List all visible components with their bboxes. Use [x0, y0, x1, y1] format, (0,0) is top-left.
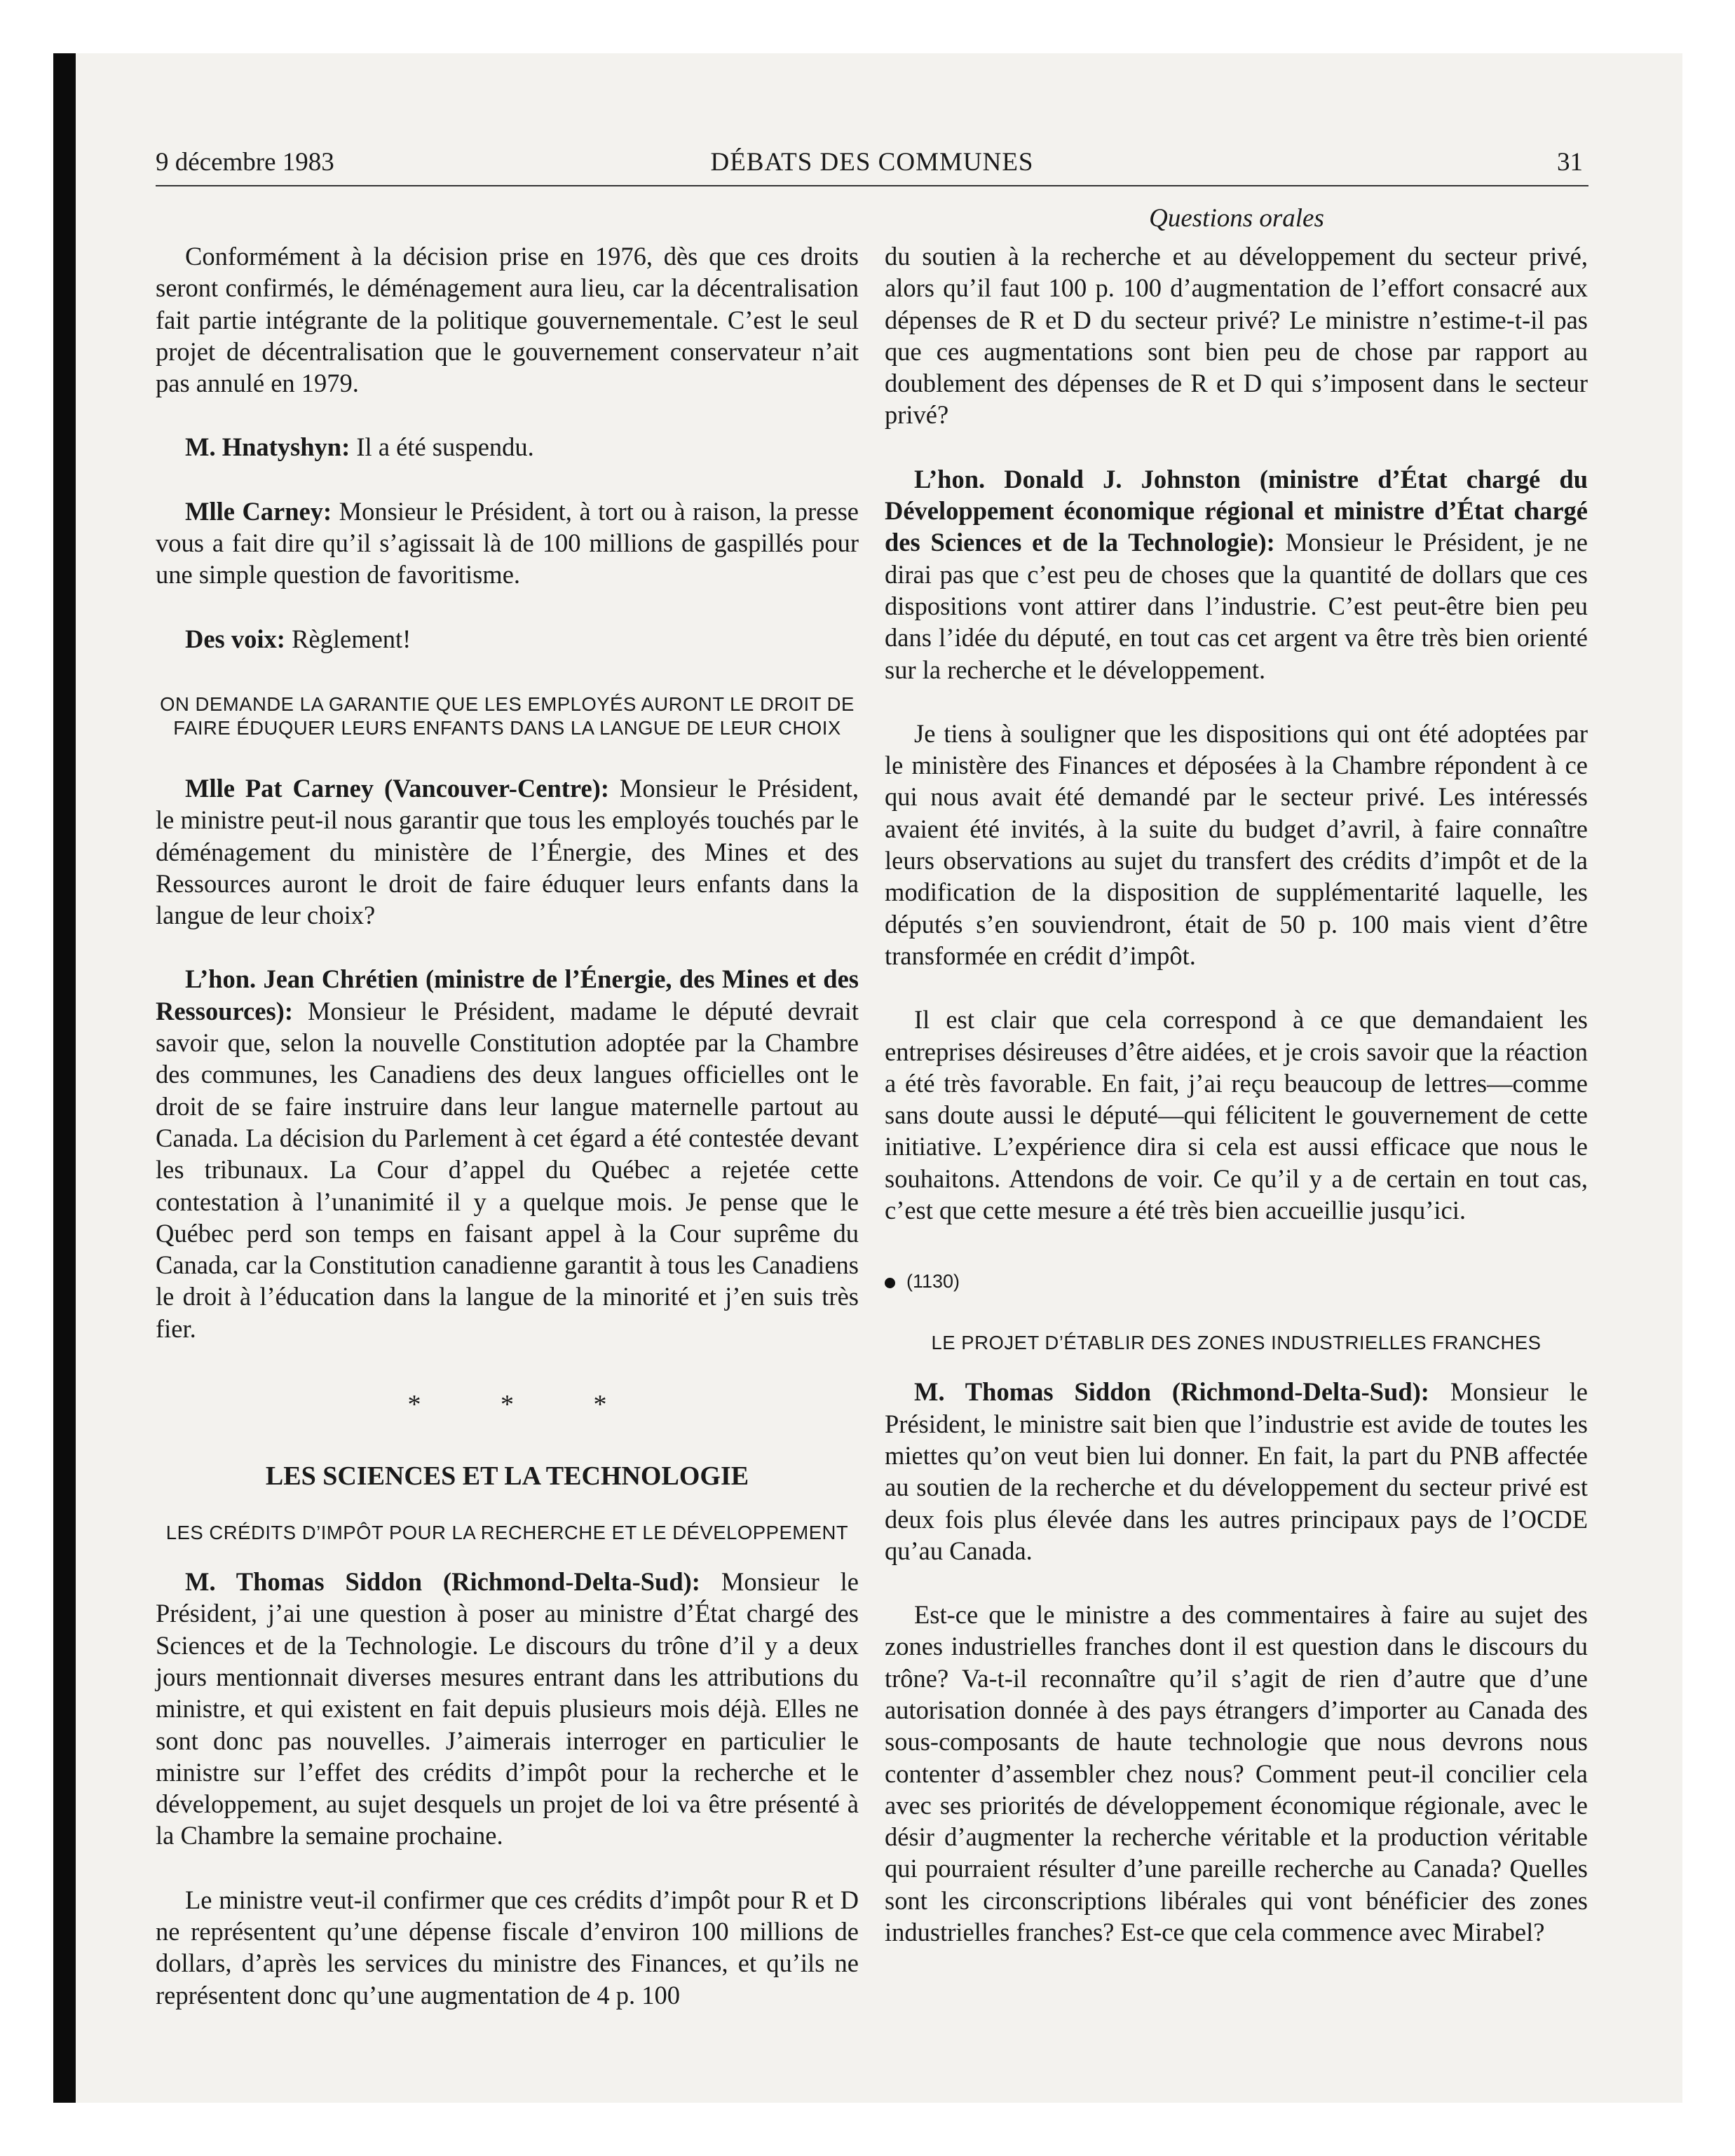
section-separator: * * *	[407, 1390, 644, 1420]
speech-paragraph	[156, 623, 859, 655]
speaker-name: Des voix:	[185, 624, 285, 653]
paragraph: du soutien à la recherche et au développement du secteur privé, alors qu’il faut 100 p. 100 d’augmentation de l’effort consacré aux dépenses de R et D du secteur privé? Le ministre n’estime-t-il pas que ces augmentations sont bien peu de chose par rapport au doublement des dépenses de R et D qui s’imposent dans le secteur privé?	[885, 242, 1588, 430]
subject-heading: LES CRÉDITS D’IMPÔT POUR LA RECHERCHE ET LE DÉVELOPPEMENT	[165, 1522, 849, 1544]
speech-paragraph	[156, 772, 859, 931]
speaker-name: M. Hnatyshyn:	[185, 432, 351, 462]
speaker-name: M. Thomas Siddon (Richmond-Delta-Sud):	[914, 1377, 1429, 1407]
major-heading: LES SCIENCES ET LA TECHNOLOGIE	[265, 1461, 749, 1492]
speech-paragraph	[156, 963, 859, 1344]
paragraph: Il est clair que cela correspond à ce que demandaient les entreprises désireuses d’être aidées, et je crois savoir que la réaction a été très favorable. En fait, j’ai reçu beaucoup de lettres—comme sans doute aussi le député—qui félicitent le gouvernement de cette initiative. L’expérience dira si cela est aussi efficace que nous le souhaitons. Attendons de voir. Ce qu’il y a de certain en tout cas, c’est que cette mesure a été très bien accueillie jusqu’ici.	[885, 1005, 1588, 1225]
speech-text: Règlement!	[285, 624, 411, 653]
speaker-name: L’hon. Donald J. Johnston (ministre d’État chargé du Développement économique régional et ministre d’État chargé des Sciences et de la Technologie):	[885, 464, 1588, 557]
section-label: Questions orales	[1149, 204, 1324, 233]
speech-paragraph	[885, 463, 1588, 685]
right-column	[885, 240, 1588, 1948]
scan-binding-edge	[53, 53, 76, 2103]
header-title: DÉBATS DES COMMUNES	[710, 148, 1034, 177]
speech-text: Monsieur le Président, madame le député devrait savoir que, selon la nouvelle Constitution adoptée par la Chambre des communes, les Canadiens des deux langues officielles ont le droit de se faire instruire dans leur langue maternelle partout au Canada. La décision du Parlement à cet égard a été contestée devant les tribunaux. La Cour d’appel du Québec a rejetée cette contestation à l’unanimité il y a quelque mois. Je pense que le Québec perd son temps en faisant appel à la Cour suprême du Canada, car la Constitution canadienne garantit à tous les Canadiens le droit à l’éducation dans la langue de la minorité et j’en suis très fier.	[156, 996, 859, 1343]
page-number: 31	[1557, 148, 1583, 177]
speaker-name: L’hon. Jean Chrétien (ministre de l’Énergie, des Mines et des Ressources):	[156, 964, 859, 1025]
speech-text: Monsieur le Président, le ministre peut-il nous garantir que tous les employés touchés par le déménagement du ministère de l’Énergie, des Mines et des Ressources auront le droit de faire éduquer leurs enfants dans la langue de leur choix?	[156, 773, 859, 930]
timestamp	[885, 1269, 1588, 1293]
paragraph: Est-ce que le ministre a des commentaires à faire au sujet des zones industrielles franches dont il est question dans le discours du trône? Va-t-il reconnaître qu’il s’agit de rien d’autre que d’une autorisation donnée à des pays étrangers d’importer au Canada des sous-composants de haute technologie que nous devrons nous contenter d’assembler chez nous? Comment peut-il concilier cela avec ses priorités de développement économique régionale, avec le désir d’augmenter la recherche véritable et la production véritable qui pourraient résulter d’une pareille recherche au Canada? Quelles sont les circonscriptions libérales qui vont bénéficier des zones industrielles franches? Est-ce que cela commence avec Mirabel?	[885, 1600, 1588, 1947]
speech-text: Monsieur le Président, j’ai une question à poser au ministre d’État chargé des Sciences et de la Technologie. Le discours du trône d’il y a deux jours mentionnait diverses mesures entrant dans les attributions du ministre, et qui existent en fait depuis plusieurs mois déjà. Elles ne sont donc pas nouvelles. J’aimerais interroger en particulier le ministre sur l’effet des crédits d’impôt pour la recherche et le développement, au sujet desquels un projet de loi va être présenté à la Chambre la semaine prochaine.	[156, 1567, 859, 1850]
running-header	[156, 146, 1588, 186]
speaker-name: Mlle Carney:	[185, 496, 332, 526]
speech-text: Il a été suspendu.	[350, 432, 534, 462]
paragraph: Le ministre veut-il confirmer que ces crédits d’impôt pour R et D ne représentent qu’une dépense fiscale d’environ 100 millions de dollars, d’après les services du ministre des Finances, et qu’ils ne représentent donc qu’une augmentation de 4 p. 100	[156, 1885, 859, 2010]
speaker-name: M. Thomas Siddon (Richmond-Delta-Sud):	[185, 1567, 700, 1597]
left-column	[156, 240, 859, 2011]
subject-heading: LE PROJET D’ÉTABLIR DES ZONES INDUSTRIELLES FRANCHES	[931, 1332, 1542, 1354]
paragraph: Je tiens à souligner que les dispositions qui ont été adoptées par le ministère des Finances et déposées à la Chambre répondent à ce qui nous avait été demandé par le secteur privé. Les intéressés avaient été invités, à la suite du budget d’avril, à faire connaître leurs observations au sujet du transfert des crédits d’impôt et de la modification de la disposition de supplémentarité laquelle, les députés s’en souviendront, était de 50 p. 100 mais vient d’être transformée en crédit d’impôt.	[885, 718, 1588, 970]
speech-paragraph	[156, 431, 859, 463]
speaker-name: Mlle Pat Carney (Vancouver-Centre):	[185, 773, 609, 803]
bullet-dot-icon	[885, 1278, 895, 1288]
subject-heading: ON DEMANDE LA GARANTIE QUE LES EMPLOYÉS AURONT LE DROIT DE FAIRE ÉDUQUER LEURS ENFANTS DANS LA LANGUE DE LEUR CHOIX	[160, 692, 855, 739]
timestamp-text: (1130)	[906, 1271, 960, 1292]
speech-text: Monsieur le Président, le ministre sait bien que l’industrie est avide de toutes les miettes qu’on veut bien lui donner. En fait, la part du PNB affectée au soutien de la recherche et du développement du secteur privé est deux fois plus élevée dans les autres principaux pays de l’OCDE qu’au Canada.	[885, 1377, 1588, 1565]
speech-paragraph	[885, 1376, 1588, 1567]
speech-paragraph	[156, 496, 859, 591]
speech-paragraph	[156, 1566, 859, 1852]
paragraph: Conformément à la décision prise en 1976, dès que ces droits seront confirmés, le déménagement aura lieu, car la décentralisation fait partie intégrante de la politique gouvernementale. C’est le seul projet de décentralisation que le gouvernement conservateur n’ait pas annulé en 1979.	[156, 242, 859, 398]
speech-text: Monsieur le Président, je ne dirai pas que c’est peu de choses que la quantité de dollars que ces dispositions vont attirer dans l’industrie. C’est peut-être bien peu dans l’idée du député, en tout cas cet argent va être très bien orienté sur la recherche et le développement.	[885, 528, 1588, 684]
header-date: 9 décembre 1983	[156, 148, 334, 177]
speech-text: Monsieur le Président, à tort ou à raison, la presse vous a fait dire qu’il s’agissait là de 100 millions de gaspillés pour une simple question de favoritisme.	[156, 496, 859, 589]
